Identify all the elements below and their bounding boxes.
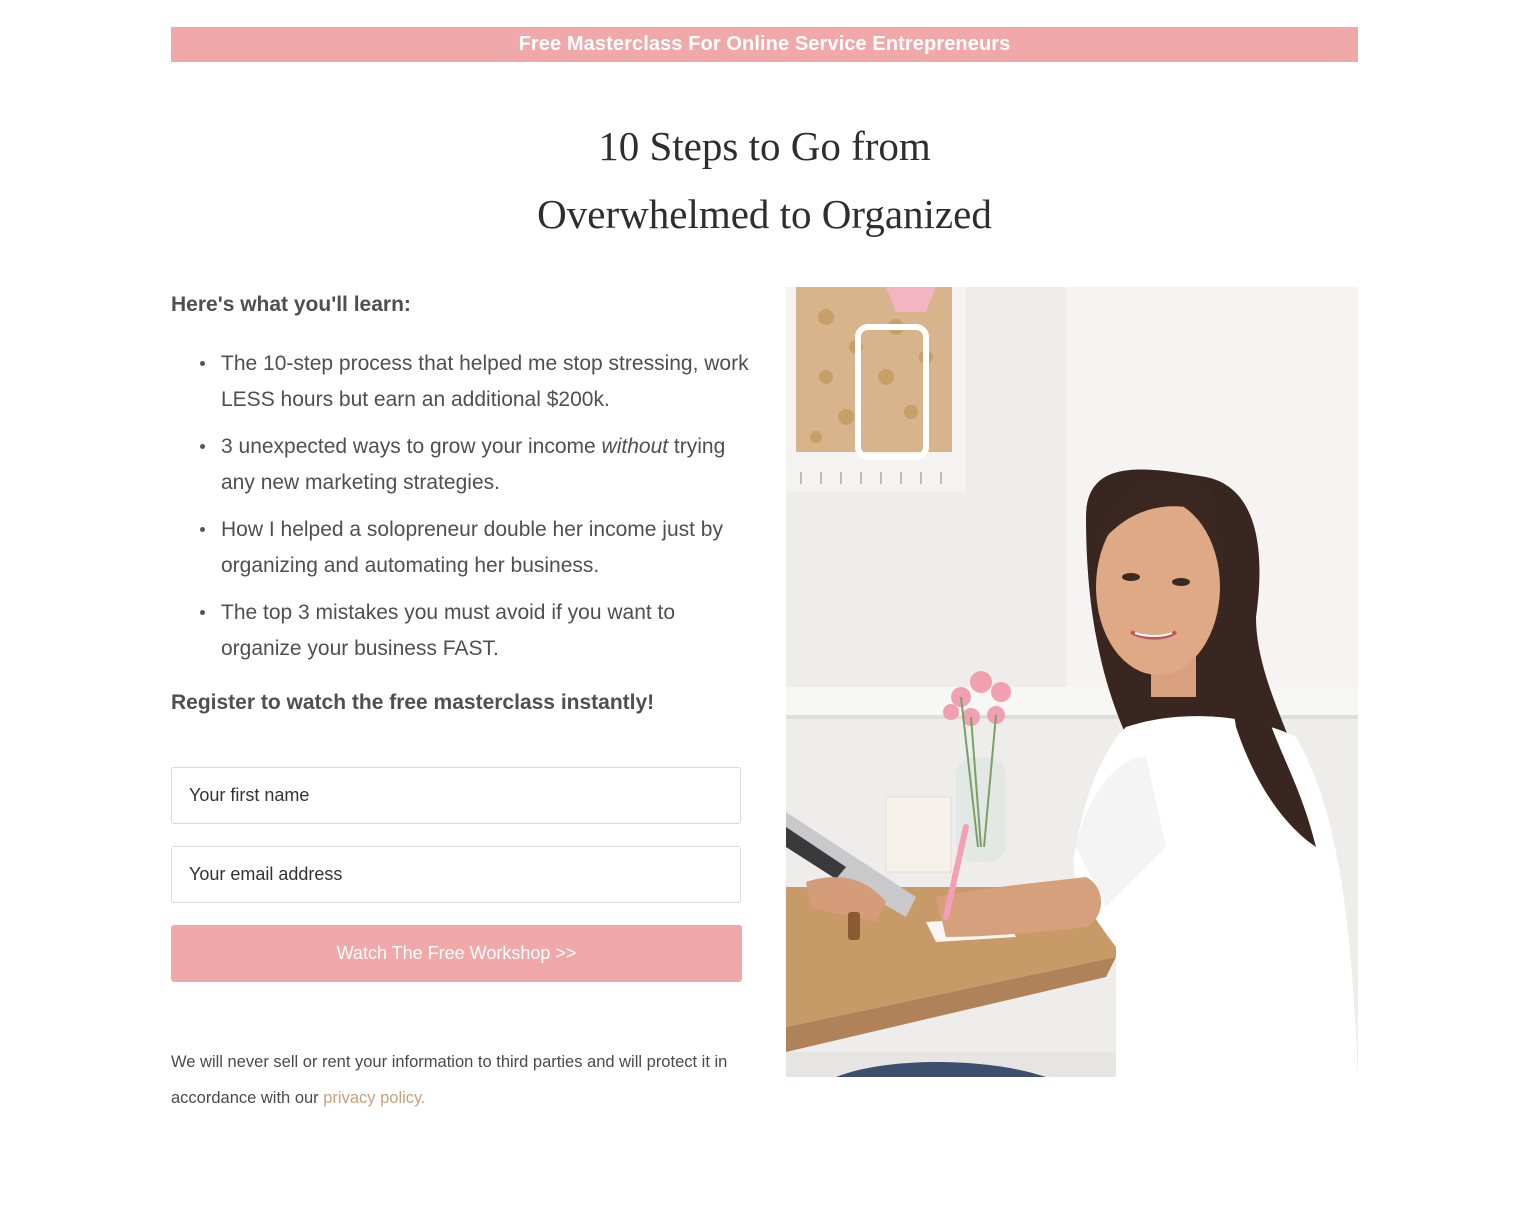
list-item-text: The top 3 mistakes you must avoid if you want to organize your business FAST. xyxy=(221,601,676,660)
watch-workshop-button[interactable]: Watch The Free Workshop >> xyxy=(171,925,742,982)
list-item-text-end: trying any new marketing strategies. xyxy=(221,435,726,494)
bullet-dot-icon xyxy=(200,527,205,532)
list-item xyxy=(221,595,751,666)
bullet-dot-icon xyxy=(200,361,205,366)
privacy-policy-link[interactable]: privacy policy. xyxy=(323,1089,426,1107)
learn-list xyxy=(171,346,751,666)
list-item xyxy=(221,429,751,500)
list-item-text: How I helped a solopreneur double her income just by organizing and automating her business. xyxy=(221,518,723,577)
list-item-text-start: 3 unexpected ways to grow your income xyxy=(221,435,602,458)
top-banner xyxy=(171,27,1358,62)
register-heading: Register to watch the free masterclass instantly! xyxy=(171,691,655,714)
page-headline xyxy=(171,112,1358,248)
email-input[interactable] xyxy=(187,863,725,886)
headline-line-2: Overwhelmed to Organized xyxy=(537,191,992,237)
privacy-disclaimer xyxy=(171,1044,751,1116)
list-item-text: The 10-step process that helped me stop stressing, work LESS hours but earn an additional $200k. xyxy=(221,352,749,411)
content-column xyxy=(171,286,751,718)
first-name-input[interactable] xyxy=(187,784,725,807)
bullet-dot-icon xyxy=(200,610,205,615)
woman-at-desk-image xyxy=(786,287,1358,1077)
list-item xyxy=(221,512,751,583)
learn-heading: Here's what you'll learn: xyxy=(171,293,411,316)
email-field[interactable] xyxy=(171,846,741,903)
headline-line-1: 10 Steps to Go from xyxy=(598,123,931,169)
disclaimer-text: We will never sell or rent your information to third parties and will protect it in accordance with our xyxy=(171,1053,728,1107)
bullet-dot-icon xyxy=(200,444,205,449)
first-name-field[interactable] xyxy=(171,767,741,824)
banner-text: Free Masterclass For Online Service Entrepreneurs xyxy=(518,33,1011,55)
list-item xyxy=(221,346,751,417)
list-item-emphasis: without xyxy=(601,435,669,458)
hero-photo xyxy=(786,287,1358,1077)
